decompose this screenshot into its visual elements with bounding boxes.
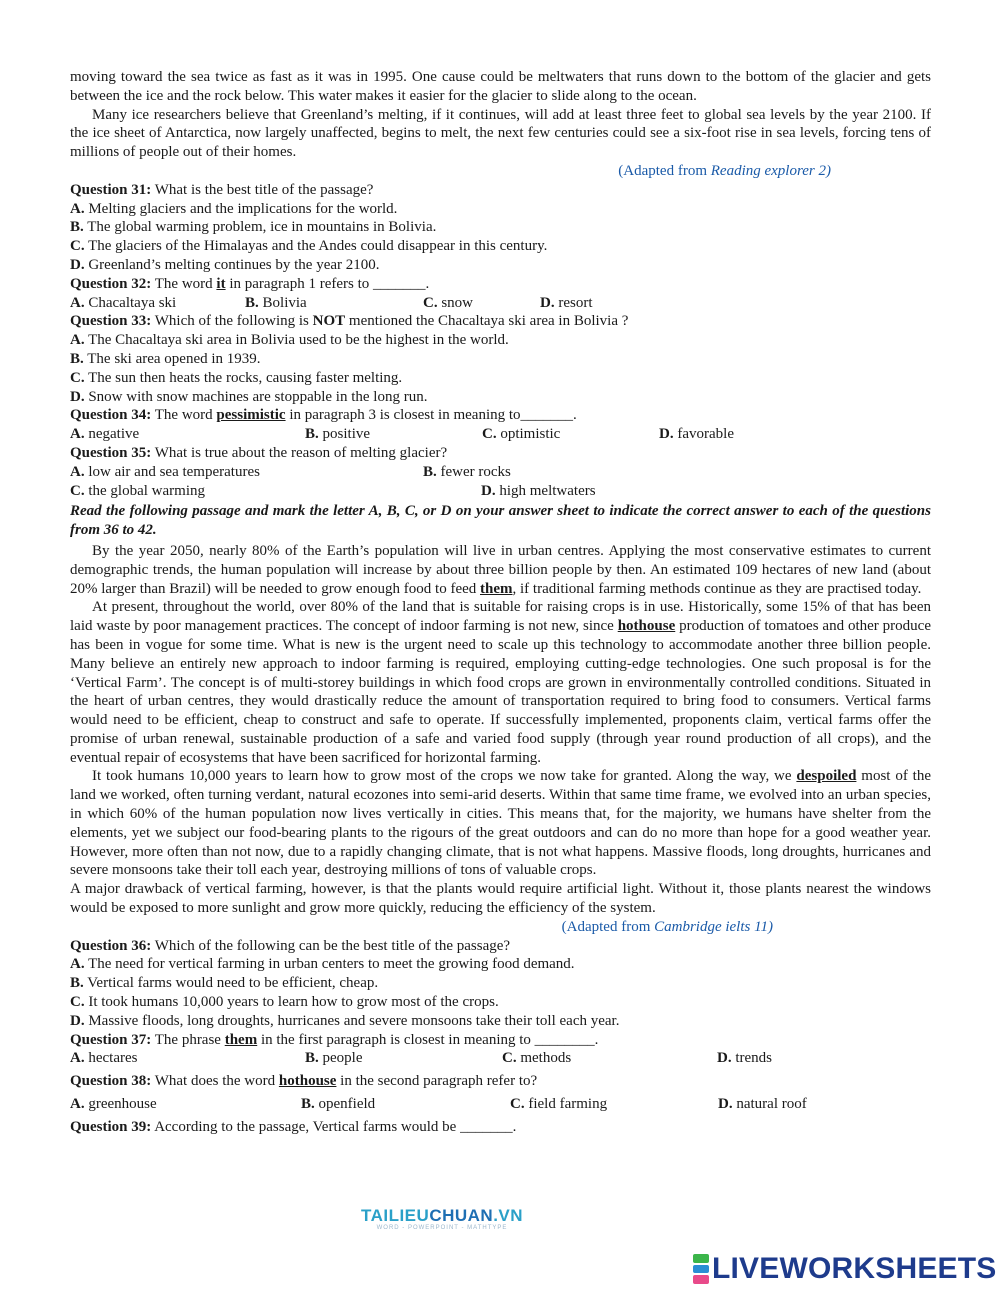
q32-option-a[interactable]: A. Chacaltaya ski (70, 294, 177, 311)
q38-option-d[interactable]: D. natural roof (718, 1096, 807, 1113)
q34-option-c[interactable]: C. optimistic (482, 426, 561, 443)
passage1-source: (Adapted from Reading explorer 2) (618, 162, 831, 179)
q35-option-c[interactable]: C. the global warming (70, 482, 205, 499)
question-33: Question 33: Which of the following is NOT mentioned the Chacaltaya ski area in Bolivia ? (70, 313, 629, 330)
q31-option-c[interactable]: C. The glaciers of the Himalayas and the Andes could disappear in this century. (70, 238, 548, 255)
q35-option-a[interactable]: A. low air and sea temperatures (70, 463, 260, 480)
q33-option-b[interactable]: B. The ski area opened in 1939. (70, 350, 261, 367)
q37-options (70, 1049, 931, 1068)
passage2-paragraph-2: At present, throughout the world, over 80% of the land that is suitable for raising crops is in use. Historically, some 15% of that has been laid waste by poor management practices. The concept of indoor farming is not new, since hothouse production of tomatoes and other produce has been in vogue for some time. What is new is the urgent need to scale up this technology to accommodate another three billion people. Many believe an entirely new approach to indoor farming is required, employing cutting-edge technologies. One such proposal is for the ‘Vertical Farm’. The concept is of multi-storey buildings in which food crops are grown in environmentally controlled conditions. Situated in the heart of urban centres, they would drastically reduce the amount of transportation required to bring food to consumers. Vertical farms would need to be efficient, cheap to construct and safe to operate. If successfully implemented, proponents claim, vertical farms offer the promise of urban renewal, sustainable production of a safe and varied food supply (through year round production of all crops), and the eventual repair of ecosystems that have been sacrificed for horizontal farming. (70, 599, 931, 766)
passage2-paragraph-4: A major drawback of vertical farming, however, is that the plants would require artificial light. Without it, those plants nearest the windows would be exposed to more sunlight and grow more quickly, reducing the efficiency of the system. (70, 881, 931, 917)
q36-option-a[interactable]: A. The need for vertical farming in urban centers to meet the growing food demand. (70, 956, 575, 973)
q38-option-c[interactable]: C. field farming (510, 1096, 608, 1113)
q34-option-a[interactable]: A. negative (70, 426, 140, 443)
q32-option-c[interactable]: C. snow (423, 294, 474, 311)
q37-option-c[interactable]: C. methods (502, 1050, 572, 1067)
q38-option-b[interactable]: B. openfield (301, 1096, 376, 1113)
q36-option-d[interactable]: D. Massive floods, long droughts, hurricanes and severe monsoons take their toll each year. (70, 1012, 620, 1029)
q37-option-b[interactable]: B. people (305, 1050, 363, 1067)
q34-option-d[interactable]: D. favorable (659, 426, 734, 443)
q35-option-d[interactable]: D. high meltwaters (481, 482, 596, 499)
passage1-paragraph-last: Many ice researchers believe that Greenland’s melting, if it continues, will add at least three feet to global sea levels by the year 2100. If the ice sheet of Antarctica, now largely unaffected, begins to melt, the next few centuries could see a six-foot rise in sea levels, forcing tens of millions of people out of their homes. (70, 106, 931, 161)
q33-option-c[interactable]: C. The sun then heats the rocks, causing faster melting. (70, 369, 403, 386)
q31-option-a[interactable]: A. Melting glaciers and the implications for the world. (70, 200, 398, 217)
q31-option-b[interactable]: B. The global warming problem, ice in mountains in Bolivia. (70, 219, 437, 236)
question-32: Question 32: The word it in paragraph 1 refers to _______. (70, 275, 430, 292)
q34-option-b[interactable]: B. positive (305, 426, 371, 443)
question-35: Question 35: What is true about the reason of melting glacier? (70, 444, 448, 461)
liveworksheets-wordmark: LIVEWORKSHEETS (712, 1252, 997, 1285)
liveworksheets-brand (693, 1252, 997, 1286)
passage1-paragraph-continued: moving toward the sea twice as fast as it was in 1995. One cause could be meltwaters that runs down to the bottom of the glacier and gets between the ice and the rock below. This water makes it easier for the glacier to slide along to the ocean. (70, 69, 931, 104)
liveworksheets-logo-icon (693, 1254, 709, 1284)
q31-option-d[interactable]: D. Greenland’s melting continues by the year 2100. (70, 256, 380, 273)
question-36: Question 36: Which of the following can be the best title of the passage? (70, 937, 511, 954)
q32-option-b[interactable]: B. Bolivia (245, 294, 307, 311)
q32-option-d[interactable]: D. resort (540, 294, 593, 311)
worksheet-page (70, 68, 931, 1137)
question-31: Question 31: What is the best title of the passage? (70, 181, 374, 198)
q33-option-a[interactable]: A. The Chacaltaya ski area in Bolivia used to be the highest in the world. (70, 332, 509, 349)
question-38: Question 38: What does the word hothouse in the second paragraph refer to? (70, 1073, 538, 1090)
q35-option-b[interactable]: B. fewer rocks (423, 463, 511, 480)
passage2-source: (Adapted from Cambridge ielts 11) (561, 918, 773, 935)
q35-options-row2 (70, 482, 931, 501)
q37-option-a[interactable]: A. hectares (70, 1050, 138, 1067)
q33-option-d[interactable]: D. Snow with snow machines are stoppable in the long run. (70, 388, 428, 405)
question-37: Question 37: The phrase them in the first paragraph is closest in meaning to ________. (70, 1031, 599, 1048)
question-39: Question 39: According to the passage, Vertical farms would be _______. (70, 1118, 517, 1135)
passage2-paragraph-1: By the year 2050, nearly 80% of the Earth’s population will live in urban centres. Applying the most conservative estimates to current demographic trends, the human population will increase by about three billion people by then. An estimated 109 hectares of new land (about 20% larger than Brazil) will be needed to grow enough food to feed them, if traditional farming methods continue as they are practised today. (70, 542, 931, 597)
passage2-paragraph-3: It took humans 10,000 years to learn how to grow most of the crops we now take for granted. Along the way, we despoiled most of the land we worked, often turning verdant, natural ecozones into semi-arid deserts. Within that same time frame, we evolved into an urban species, in which 60% of the human population now lives vertically in cities. This means that, for the majority, we humans have shelter from the elements, yet we subject our food-bearing plants to the rigours of the great outdoors and can do no more than hope for a good weather year. However, more often than not now, due to a rapidly changing climate, that is not what happens. Massive floods, long droughts, hurricanes and severe monsoons take their toll each year, destroying millions of tons of valuable crops. (70, 768, 931, 879)
q36-option-c[interactable]: C. It took humans 10,000 years to learn how to grow most of the crops. (70, 994, 499, 1011)
q38-option-a[interactable]: A. greenhouse (70, 1096, 157, 1113)
section-instruction: Read the following passage and mark the letter A, B, C, or D on your answer sheet to indicate the correct answer to each of the questions from 36 to 42. (70, 503, 931, 539)
q32-options (70, 294, 931, 313)
q38-options (70, 1095, 931, 1114)
tailieuchuan-watermark: TAILIEUCHUAN.VN WORD - POWERPOINT - MATHTYPE (360, 1206, 524, 1231)
q35-options-row1 (70, 463, 931, 482)
q36-option-b[interactable]: B. Vertical farms would need to be efficient, cheap. (70, 975, 379, 992)
question-34: Question 34: The word pessimistic in paragraph 3 is closest in meaning to_______. (70, 407, 577, 424)
q37-option-d[interactable]: D. trends (717, 1050, 773, 1067)
q34-options (70, 425, 931, 444)
